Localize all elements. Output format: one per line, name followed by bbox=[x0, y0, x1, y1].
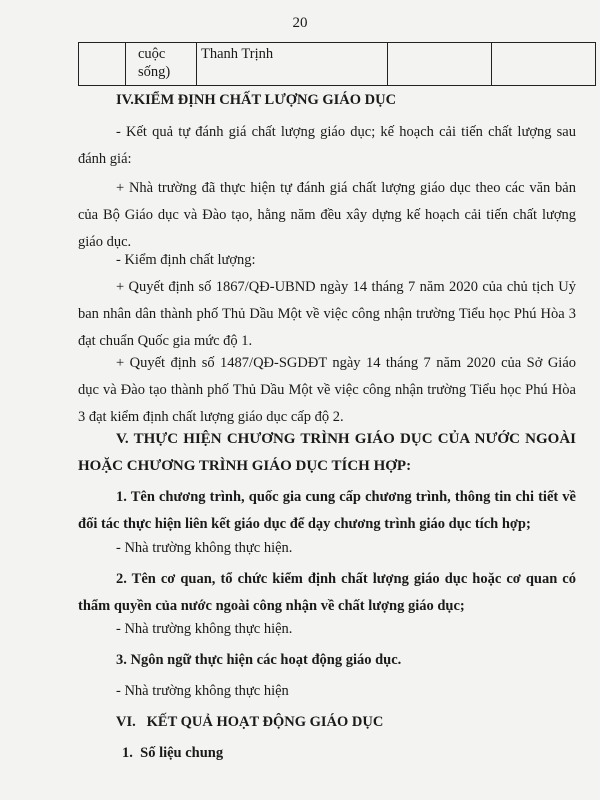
section-v-item-3-answer: - Nhà trường không thực hiện bbox=[116, 683, 289, 699]
section-iv-paragraph-1: - Kết quả tự đánh giá chất lượng giáo dục; kế hoạch cải tiến chất lượng sau đánh giá: bbox=[78, 124, 576, 167]
section-vi-heading: VI. KẾT QUẢ HOẠT ĐỘNG GIÁO DỤC bbox=[116, 714, 384, 730]
table-cell-index bbox=[79, 43, 126, 86]
section-iv-heading: IV.KIỂM ĐỊNH CHẤT LƯỢNG GIÁO DỤC bbox=[116, 92, 397, 108]
section-iv-paragraph-5: + Quyết định số 1487/QĐ-SGDĐT ngày 14 tháng 7 năm 2020 của Sở Giáo dục và Đào tạo thành phố Thủ Dầu Một về việc công nhận trường Tiểu học Phú Hòa 3 đạt kiểm định chất lượng giáo dục cấp độ 2. bbox=[78, 355, 576, 425]
table-cell-topic bbox=[126, 43, 197, 86]
section-v-heading: V. THỰC HIỆN CHƯƠNG TRÌNH GIÁO DỤC CỦA NƯỚC NGOÀI HOẶC CHƯƠNG TRÌNH GIÁO DỤC TÍCH HỢP: bbox=[78, 431, 576, 474]
section-v-item-1-answer: - Nhà trường không thực hiện. bbox=[116, 540, 293, 556]
section-iv-paragraph-2: + Nhà trường đã thực hiện tự đánh giá chất lượng giáo dục theo các văn bản của Bộ Giáo dục và Đào tạo, hằng năm đều xây dựng kế hoạch cải tiến chất lượng giáo dục. bbox=[78, 180, 576, 250]
table-cell-empty-4 bbox=[388, 43, 492, 86]
table-cell-empty-5 bbox=[492, 43, 596, 86]
section-vi-subheading-1: 1. Số liệu chung bbox=[122, 745, 224, 761]
section-v-item-1: 1. Tên chương trình, quốc gia cung cấp chương trình, thông tin chi tiết về đối tác thực hiện liên kết giáo dục để dạy chương trình giáo dục tích hợp; bbox=[78, 489, 576, 532]
section-iv-paragraph-3: - Kiểm định chất lượng: bbox=[116, 252, 256, 268]
table-row bbox=[79, 43, 596, 86]
section-v-item-2: 2. Tên cơ quan, tổ chức kiểm định chất lượng giáo dục hoặc cơ quan có thẩm quyền của nước ngoài công nhận về chất lượng giáo dục; bbox=[78, 571, 576, 614]
table-cell-author: Thanh Trịnh bbox=[197, 43, 388, 86]
page-number: 20 bbox=[292, 15, 308, 31]
section-iv-paragraph-4: + Quyết định số 1867/QĐ-UBND ngày 14 tháng 7 năm 2020 của chủ tịch Uỷ ban nhân dân thành phố Thủ Dầu Một về việc công nhận trường Tiểu học Phú Hòa 3 đạt chuẩn Quốc gia mức độ 1. bbox=[78, 279, 576, 349]
table-cell-topic-line1: cuộc bbox=[138, 46, 166, 62]
carryover-table bbox=[78, 42, 596, 86]
section-v-item-2-answer: - Nhà trường không thực hiện. bbox=[116, 621, 293, 637]
table-cell-topic-line2: sống) bbox=[138, 64, 171, 80]
section-v-item-3: 3. Ngôn ngữ thực hiện các hoạt động giáo dục. bbox=[116, 652, 402, 668]
